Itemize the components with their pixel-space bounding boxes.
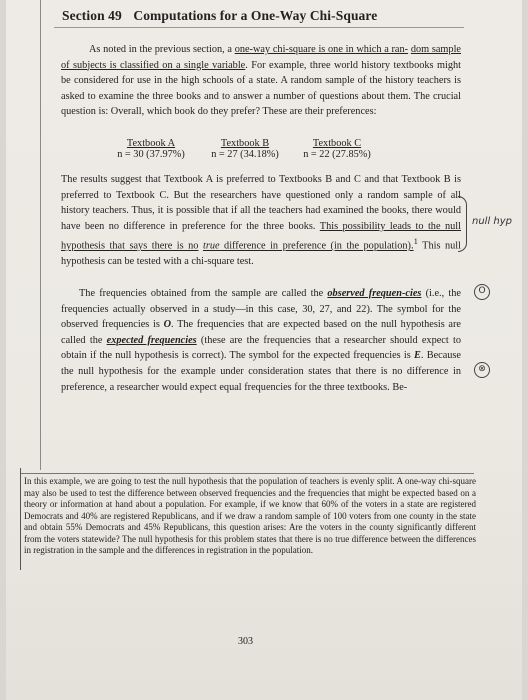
p2-underline-true: true xyxy=(202,240,220,252)
p3-text-b: (i.e., the frequencies actually observed in a study—in this case, 30, 27, and 22). The symbol for the observed frequencies is xyxy=(61,288,462,331)
handwritten-brace xyxy=(458,196,467,252)
p1-underline-1: one-way chi-square is one in which a ran- xyxy=(234,44,409,55)
table-col-c xyxy=(292,138,382,160)
footnote-rule xyxy=(20,473,474,474)
table-col-a xyxy=(106,138,196,160)
symbol-e: E xyxy=(414,350,421,362)
p2-underline-1: This possibility leads to the null hypothesis that says there is no xyxy=(61,220,461,252)
footnote: In this example, we are going to test the null hypothesis that the population of teachers is evenly split. A one-way chi-square may also be used to test the difference between observed frequencies and the frequencies that might be expected based on a theory or information at hand about a population. For example, if we know that 60% of the voters in a state are registered Democrats and 40% are registered Republicans, and if we draw a random sample of 100 voters from one county in the state and obtain 55% Democrats and 45% Republicans, this question arises: Are the voters in the county significantly different from the voters statewide? The null hypothesis for this problem states that there is no true difference between the differences in registration in the sample and the differences in registration in the population. xyxy=(24,476,476,555)
handwritten-circle-x: ⊗ xyxy=(474,362,490,378)
table-value: n = 27 (34.18%) xyxy=(211,149,279,160)
term-observed: observed frequen-cies xyxy=(327,288,422,299)
p1-text-a: As noted in the previous section, a xyxy=(89,44,235,55)
footnote-ref: 1 xyxy=(413,236,418,247)
paragraph-2 xyxy=(61,172,461,270)
p1-text-b: . For example, three world history textbooks might be considered for use in the high schools of a state. A random sample of the history teachers is asked to examine the three books and to answer a number of questions about them. The crucial question is: Overall, which book do they prefer? These are their preferences: xyxy=(61,59,461,118)
p3-text-c: . The frequencies that are expected based on the null hypothesis are called the xyxy=(61,319,461,346)
p3-text-a: The frequencies obtained from the sample are called the xyxy=(79,288,328,299)
p3-text-e: . Because the null hypothesis for the example under consideration states that there is no difference in preference, a researcher would expect equal frequencies for the three textbooks. Be- xyxy=(61,350,462,393)
handwritten-circle-o: O xyxy=(474,284,490,300)
paragraph-3 xyxy=(61,286,461,395)
term-expected: expected frequencies xyxy=(106,334,197,346)
section-number: Section 49 xyxy=(62,8,122,23)
table-value: n = 30 (37.97%) xyxy=(117,149,185,160)
book-page xyxy=(6,0,522,700)
paragraph-1 xyxy=(61,42,461,120)
table-label: Textbook B xyxy=(220,138,270,149)
table-label: Textbook C xyxy=(312,138,362,149)
table-value: n = 22 (27.85%) xyxy=(303,149,371,160)
page-number: 303 xyxy=(238,636,253,647)
footnote-margin-mark xyxy=(20,468,21,570)
p2-text-b: This null hypothesis can be tested with a chi-square test. xyxy=(61,240,462,268)
table-col-b xyxy=(200,138,290,160)
symbol-o: O xyxy=(163,319,171,331)
p3-text-d: (these are the frequencies that a researcher should expect to obtain if the null hypothesis is correct). The symbol for the expected frequencies is xyxy=(61,334,461,362)
section-header xyxy=(62,8,462,24)
margin-line xyxy=(40,0,41,470)
header-rule xyxy=(54,27,464,28)
table-label: Textbook A xyxy=(126,138,176,149)
p1-underline-2: dom sample of subjects is classified on a single variable xyxy=(61,44,461,71)
handwritten-null-hyp: null hyp xyxy=(472,216,513,227)
p2-underline-2: difference in preference (in the population). xyxy=(219,240,414,252)
section-title: Computations for a One-Way Chi-Square xyxy=(133,8,378,23)
p2-text-a: The results suggest that Textbook A is preferred to Textbooks B and C and that Textbook B is preferred to Textbook C. But the researchers have questioned only a random sample of all history teachers. Thus, it is possible that if all the teachers had examined the books, there would have been no difference in preference for the three books. xyxy=(61,174,461,232)
